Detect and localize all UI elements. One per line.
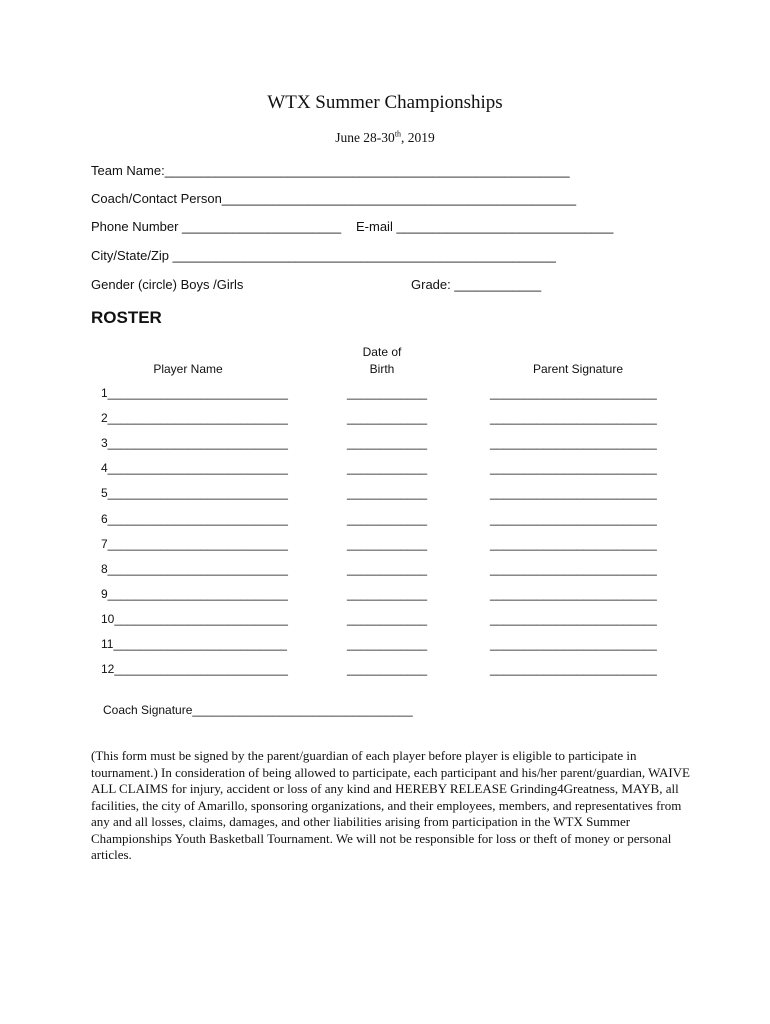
- column-header-parent-signature: Parent Signature: [532, 362, 624, 376]
- city-state-zip-field[interactable]: City/State/Zip _____________________________________________________: [91, 248, 556, 263]
- roster-row-parent-signature[interactable]: _________________________: [490, 662, 657, 676]
- roster-row-parent-signature[interactable]: _________________________: [490, 587, 657, 601]
- roster-row-parent-signature[interactable]: _________________________: [490, 612, 657, 626]
- coach-contact-field[interactable]: Coach/Contact Person_________________________________________________: [91, 191, 577, 206]
- roster-row-player-name[interactable]: 2___________________________: [101, 411, 288, 425]
- roster-row-date-of-birth[interactable]: ____________: [347, 662, 428, 676]
- column-header-birth: Birth: [369, 362, 395, 376]
- roster-row-player-name[interactable]: 4___________________________: [101, 461, 288, 475]
- roster-heading: ROSTER: [91, 308, 162, 327]
- roster-row-parent-signature[interactable]: _________________________: [490, 637, 657, 651]
- roster-row-player-name[interactable]: 3___________________________: [101, 436, 288, 450]
- column-header-date-of: Date of: [362, 345, 402, 359]
- roster-row-parent-signature[interactable]: _________________________: [490, 562, 657, 576]
- roster-row-parent-signature[interactable]: _________________________: [490, 486, 657, 500]
- roster-row-date-of-birth[interactable]: ____________: [347, 386, 428, 400]
- roster-row-parent-signature[interactable]: _________________________: [490, 512, 657, 526]
- roster-row-player-name[interactable]: 5___________________________: [101, 486, 288, 500]
- roster-row-parent-signature[interactable]: _________________________: [490, 461, 657, 475]
- roster-row-date-of-birth[interactable]: ____________: [347, 562, 428, 576]
- roster-row-date-of-birth[interactable]: ____________: [347, 512, 428, 526]
- roster-row-date-of-birth[interactable]: ____________: [347, 587, 428, 601]
- roster-row-parent-signature[interactable]: _________________________: [490, 537, 657, 551]
- roster-row-date-of-birth[interactable]: ____________: [347, 537, 428, 551]
- roster-row-date-of-birth[interactable]: ____________: [347, 411, 428, 425]
- email-field[interactable]: E-mail ______________________________: [356, 219, 614, 234]
- roster-row-date-of-birth[interactable]: ____________: [347, 612, 428, 626]
- form-title: WTX Summer Championships: [267, 92, 503, 113]
- event-date-superscript: th: [394, 129, 402, 139]
- roster-row-date-of-birth[interactable]: ____________: [347, 461, 428, 475]
- gender-field[interactable]: Gender (circle) Boys /Girls: [91, 277, 244, 292]
- roster-row-date-of-birth[interactable]: ____________: [347, 486, 428, 500]
- roster-row-parent-signature[interactable]: _________________________: [490, 436, 657, 450]
- event-date-suffix: , 2019: [401, 130, 435, 145]
- column-header-player-name: Player Name: [153, 362, 223, 376]
- grade-field[interactable]: Grade: ____________: [411, 277, 542, 292]
- phone-field[interactable]: Phone Number ______________________: [91, 219, 342, 234]
- roster-row-player-name[interactable]: 11__________________________: [101, 637, 287, 651]
- roster-row-player-name[interactable]: 12__________________________: [101, 662, 288, 676]
- team-name-field[interactable]: Team Name:________________________________________________________: [91, 163, 570, 178]
- event-date: [0, 130, 770, 146]
- roster-row-player-name[interactable]: 7___________________________: [101, 537, 288, 551]
- event-date-prefix: June 28-30: [335, 130, 395, 145]
- coach-signature-field[interactable]: Coach Signature_________________________________: [103, 703, 413, 717]
- roster-row-player-name[interactable]: 6___________________________: [101, 512, 288, 526]
- liability-disclaimer: (This form must be signed by the parent/guardian of each player before player is eligible to participate in tournament.) In consideration of being allowed to participate, each participant and his/her parent/guardian, WAIVE ALL CLAIMS for injury, accident or loss of any kind and HEREBY RELEASE Grinding4Greatness, MAYB, all facilities, the city of Amarillo, sponsoring organizations, and their employees, members, and representatives from any and all losses, claims, damages, and other liabilities arising from participation in the WTX Summer Championships Youth Basketball Tournament. We will not be responsible for loss or theft of money or personal articles.: [91, 748, 690, 862]
- roster-row-player-name[interactable]: 1___________________________: [101, 386, 288, 400]
- roster-row-date-of-birth[interactable]: ____________: [347, 637, 428, 651]
- roster-row-date-of-birth[interactable]: ____________: [347, 436, 428, 450]
- roster-row-player-name[interactable]: 8___________________________: [101, 562, 288, 576]
- roster-row-player-name[interactable]: 10__________________________: [101, 612, 288, 626]
- roster-row-parent-signature[interactable]: _________________________: [490, 411, 657, 425]
- roster-row-player-name[interactable]: 9___________________________: [101, 587, 288, 601]
- roster-row-parent-signature[interactable]: _________________________: [490, 386, 657, 400]
